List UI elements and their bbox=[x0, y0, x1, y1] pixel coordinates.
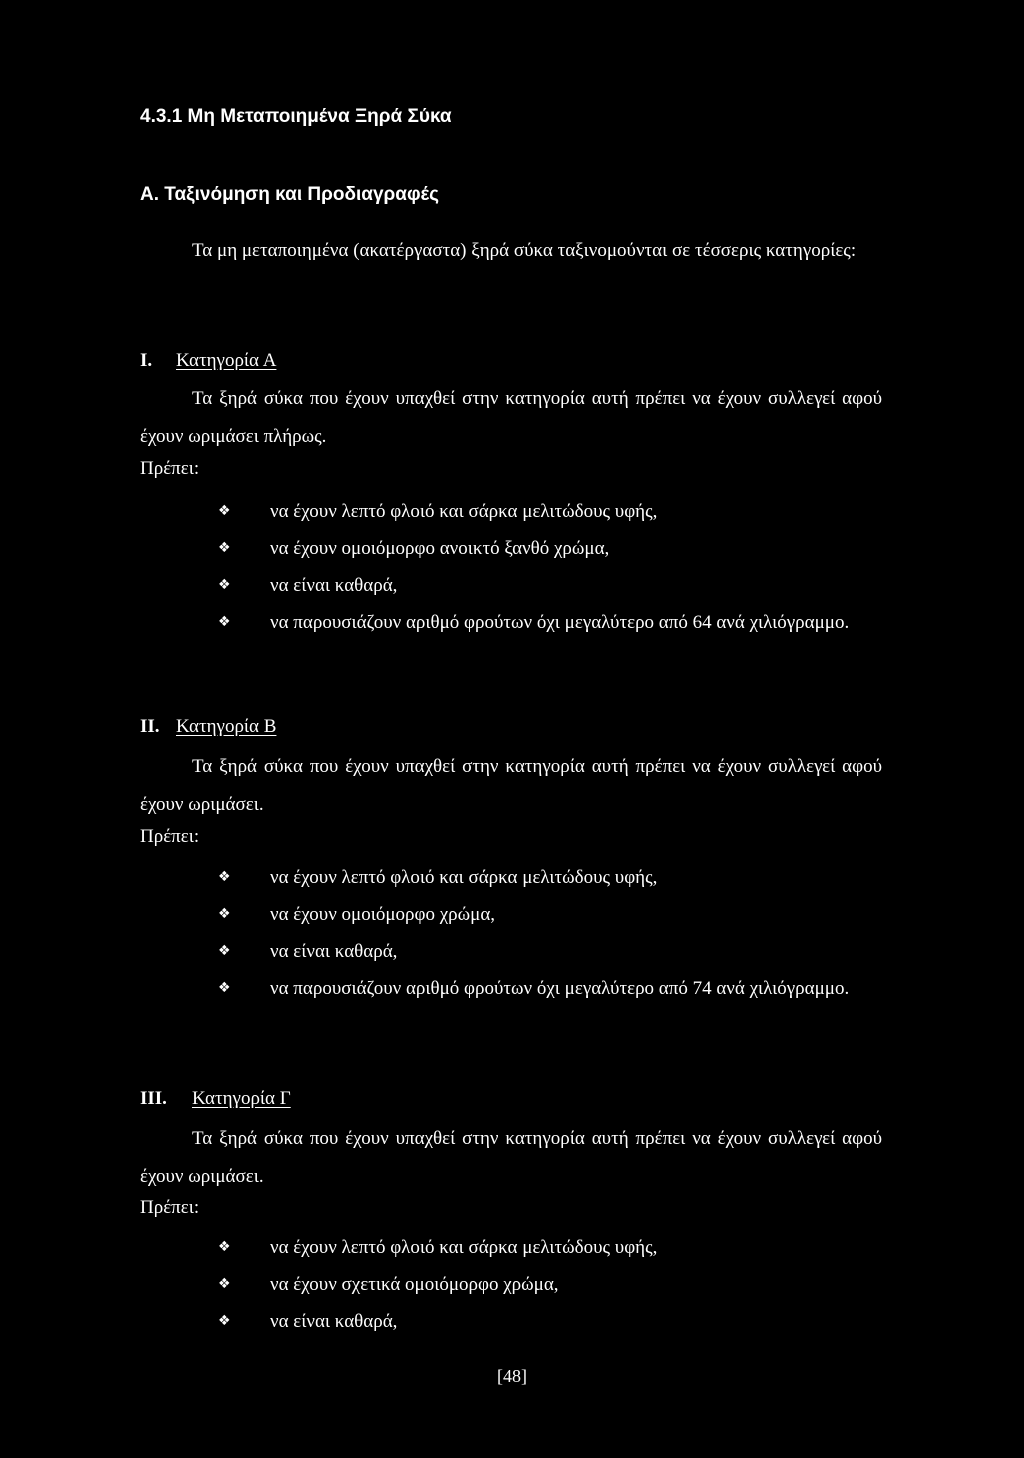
bullet-icon: ❖ bbox=[218, 1313, 231, 1329]
category-a-description-text: Τα ξηρά σύκα που έχουν υπαχθεί στην κατηγορία αυτή πρέπει να έχουν συλλεγεί αφού έχουν ωριμάσει πλήρως. bbox=[140, 388, 882, 447]
requirement-text: να είναι καθαρά, bbox=[270, 1311, 398, 1332]
requirement-text: να έχουν ομοιόμορφο ανοικτό ξανθό χρώμα, bbox=[270, 538, 610, 559]
requirement-text: να είναι καθαρά, bbox=[270, 575, 398, 596]
requirement-text: να έχουν λεπτό φλοιό και σάρκα μελιτώδους υφής, bbox=[270, 1237, 658, 1258]
subsection-heading: Α. Ταξινόμηση και Προδιαγραφές bbox=[140, 184, 439, 205]
list-item bbox=[218, 1266, 882, 1303]
bullet-icon: ❖ bbox=[218, 614, 231, 630]
bullet-icon: ❖ bbox=[218, 1239, 231, 1255]
bullet-icon: ❖ bbox=[218, 503, 231, 519]
list-item bbox=[218, 859, 882, 896]
category-c-requirement-label: Πρέπει: bbox=[140, 1197, 200, 1218]
list-item bbox=[218, 970, 882, 1007]
requirement-text: να έχουν λεπτό φλοιό και σάρκα μελιτώδους υφής, bbox=[270, 501, 658, 522]
category-a-number: I. bbox=[140, 350, 153, 371]
category-a-requirements bbox=[218, 493, 882, 641]
category-b-requirements bbox=[218, 859, 882, 1007]
bullet-icon: ❖ bbox=[218, 869, 231, 885]
intro-text: Τα μη μεταποιημένα (ακατέργαστα) ξηρά σύκα ταξινομούνται σε τέσσερις κατηγορίες: bbox=[192, 240, 857, 261]
list-item bbox=[218, 493, 882, 530]
category-c-description bbox=[140, 1120, 882, 1196]
requirement-text: να έχουν λεπτό φλοιό και σάρκα μελιτώδους υφής, bbox=[270, 867, 658, 888]
list-item bbox=[218, 896, 882, 933]
list-item bbox=[218, 530, 882, 567]
category-c-title bbox=[140, 1088, 291, 1110]
requirement-text: να παρουσιάζουν αριθμό φρούτων όχι μεγαλύτερο από 64 ανά χιλιόγραμμο. bbox=[270, 612, 850, 633]
requirement-text: να έχουν σχετικά ομοιόμορφο χρώμα, bbox=[270, 1274, 559, 1295]
bullet-icon: ❖ bbox=[218, 906, 231, 922]
category-a-name: Κατηγορία Α bbox=[176, 350, 277, 371]
category-a-title bbox=[140, 350, 276, 372]
category-c-name: Κατηγορία Γ bbox=[192, 1088, 291, 1109]
requirement-text: να είναι καθαρά, bbox=[270, 941, 398, 962]
category-b-description bbox=[140, 748, 882, 824]
section-heading: 4.3.1 Μη Μεταποιημένα Ξηρά Σύκα bbox=[140, 106, 452, 127]
category-b-requirement-label: Πρέπει: bbox=[140, 826, 200, 847]
category-a-requirement-label: Πρέπει: bbox=[140, 458, 200, 479]
category-a-description bbox=[140, 380, 882, 456]
category-b-description-text: Τα ξηρά σύκα που έχουν υπαχθεί στην κατηγορία αυτή πρέπει να έχουν συλλεγεί αφού έχουν ωριμάσει. bbox=[140, 756, 882, 815]
category-c-requirements bbox=[218, 1229, 882, 1340]
category-c-description-text: Τα ξηρά σύκα που έχουν υπαχθεί στην κατηγορία αυτή πρέπει να έχουν συλλεγεί αφού έχουν ωριμάσει. bbox=[140, 1128, 882, 1187]
requirement-text: να παρουσιάζουν αριθμό φρούτων όχι μεγαλύτερο από 74 ανά χιλιόγραμμο. bbox=[270, 978, 850, 999]
bullet-icon: ❖ bbox=[218, 1276, 231, 1292]
category-b-title bbox=[140, 716, 276, 738]
bullet-icon: ❖ bbox=[218, 980, 231, 996]
bullet-icon: ❖ bbox=[218, 540, 231, 556]
list-item bbox=[218, 567, 882, 604]
list-item bbox=[218, 1229, 882, 1266]
page-number: [48] bbox=[497, 1366, 527, 1386]
list-item bbox=[218, 933, 882, 970]
list-item bbox=[218, 1303, 882, 1340]
bullet-icon: ❖ bbox=[218, 577, 231, 593]
category-b-number: II. bbox=[140, 716, 160, 737]
requirement-text: να έχουν ομοιόμορφο χρώμα, bbox=[270, 904, 496, 925]
category-c-number: III. bbox=[140, 1088, 167, 1109]
bullet-icon: ❖ bbox=[218, 943, 231, 959]
intro-paragraph bbox=[140, 232, 882, 270]
category-b-name: Κατηγορία Β bbox=[176, 716, 277, 737]
list-item bbox=[218, 604, 882, 641]
